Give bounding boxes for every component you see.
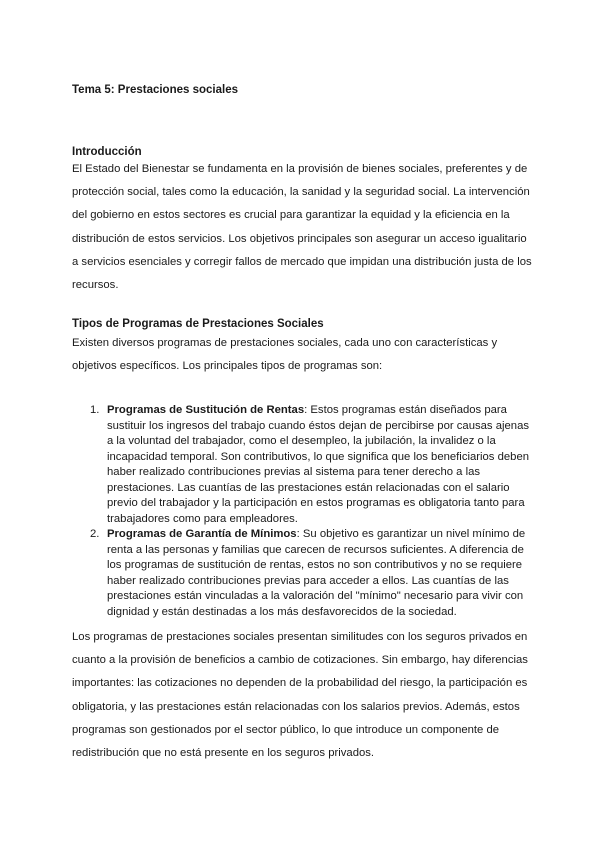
closing-section <box>72 626 532 765</box>
list-item <box>90 403 530 527</box>
program-types-list <box>90 403 530 620</box>
list-item-term: Programas de Sustitución de Rentas <box>107 404 305 416</box>
closing-paragraph: Los programas de prestaciones sociales presentan similitudes con los seguros privados en cuanto a la provisión de beneficios a cambio de cotizaciones. Sin embargo, hay diferencias importantes: las cotizaciones no dependen de la probabilidad del riesgo, la participación es obligatoria, y las prestaciones están relacionadas con los salarios previos. Además, estos programas son gestionados por el sector público, lo que introduce un componente de redistribución que no está presente en los seguros privados. <box>72 631 528 760</box>
intro-paragraph: El Estado del Bienestar se fundamenta en la provisión de bienes sociales, preferentes y de protección social, tales como la educación, la sanidad y la seguridad social. La intervención del gobierno en estos sectores es crucial para garantizar la equidad y la eficiencia en la distribución de estos servicios. Los objetivos principales son asegurar un acceso igualitario a servicios esenciales y corregir fallos de mercado que impidan una distribución justa de los recursos. <box>72 163 532 292</box>
program-types-paragraph: Existen diversos programas de prestaciones sociales, cada uno con características y objetivos específicos. Los principales tipos de programas son: <box>72 337 498 373</box>
program-types-section <box>72 316 532 378</box>
list-item-text: : Su objetivo es garantizar un nivel mínimo de renta a las personas y familias que carecen de recursos suficientes. A diferencia de los programas de sustitución de rentas, estos no son contributivos y no se requiere haber realizado contribuciones previas para acceder a ellos. Las cuantías de las prestaciones están vinculadas a la valoración del "mínimo" necesario para vivir con dignidad y están destinadas a los más desfavorecidos de la sociedad. <box>107 528 526 618</box>
list-item-number: 1. <box>90 404 100 416</box>
program-types-heading: Tipos de Programas de Prestaciones Sociales <box>72 318 324 330</box>
intro-section <box>72 146 532 297</box>
list-item-text: : Estos programas están diseñados para sustituir los ingresos del trabajo cuando éstos dejan de percibirse por causas ajenas a la voluntad del trabajador, como el desempleo, la jubilación, la invalidez o la incapacidad temporal. Son contributivos, lo que significa que los beneficiarios deben haber realizado contribuciones previas al sistema para tener derecho a las prestaciones. Las cuantías de las prestaciones están relacionadas con el salario previo del trabajador y la participación en estos programas es obligatoria tanto para trabajadores como para empleadores. <box>107 404 530 525</box>
intro-heading: Introducción <box>72 146 142 158</box>
list-item <box>90 527 530 620</box>
list-item-term: Programas de Garantía de Mínimos <box>107 528 297 540</box>
document-title: Tema 5: Prestaciones sociales <box>72 84 238 96</box>
list-item-number: 2. <box>90 528 100 540</box>
